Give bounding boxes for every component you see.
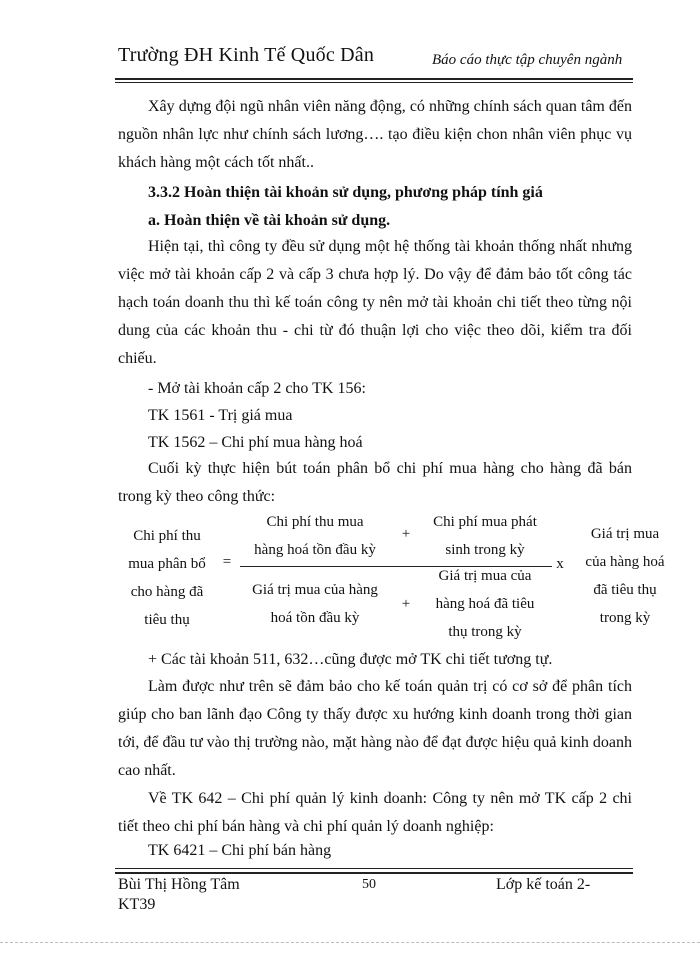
line-tk6421: TK 6421 – Chi phí bán hàng	[148, 842, 332, 859]
footer-author: Bùi Thị Hồng Tâm	[118, 876, 240, 893]
footer-class-suffix: KT39	[118, 896, 156, 913]
formula-rhs-line: trong kỳ	[599, 610, 651, 626]
formula-denominator-b	[415, 562, 555, 646]
footer-rule-bottom	[115, 872, 633, 874]
footer-rule-top	[115, 868, 633, 869]
formula-lhs-line: tiêu thụ	[144, 612, 190, 628]
footer-class: Lớp kế toán 2-	[496, 876, 591, 893]
formula-denominator-plus: +	[401, 596, 411, 612]
formula-times: x	[556, 556, 564, 572]
formula-lhs-line: cho hàng đã	[130, 584, 204, 600]
formula-numerator-a	[240, 508, 390, 564]
formula-num-b-line: sinh trong kỳ	[445, 542, 525, 558]
formula-lhs-line: Chi phí thu	[133, 528, 201, 544]
formula-num-a-line: hàng hoá tồn đầu kỳ	[254, 542, 376, 558]
line-tk1562: TK 1562 – Chi phí mua hàng hoá	[148, 434, 363, 451]
page-break-line	[0, 942, 700, 943]
header-rule-bottom	[115, 82, 633, 83]
heading-3-3-2: 3.3.2 Hoàn thiện tài khoản sử dụng, phương pháp tính giá	[148, 184, 543, 201]
formula-equals: =	[222, 554, 232, 570]
formula-den-b-line: Giá trị mua của	[438, 568, 532, 584]
header-school-name: Trường ĐH Kinh Tế Quốc Dân	[118, 44, 375, 66]
paragraph-management: Làm được như trên sẽ đảm bảo cho kế toán quản trị có cơ sở để phân tích giúp cho ban lãnh đạo Công ty thấy được xu hướng kinh doanh trong thời gian tới, để đầu tư vào thị trường nào, mặt hàng nào để đạt được hiệu quả kinh doanh cao nhất.	[118, 678, 632, 779]
paragraph-staff: Xây dựng đội ngũ nhân viên năng động, có những chính sách quan tâm đến nguồn nhân lực như chính sách lương…. tạo điều kiện chon nhân viên phục vụ khách hàng một cách tốt nhất..	[118, 98, 632, 171]
formula-num-b-line: Chi phí mua phát	[433, 514, 537, 530]
paragraph-other-accounts: + Các tài khoản 511, 632…cũng được mở TK chi tiết tương tự.	[148, 651, 553, 668]
formula-num-a-line: Chi phí thu mua	[266, 514, 364, 530]
formula-rhs-line: Giá trị mua	[590, 526, 660, 542]
bullet-tk156: - Mở tài khoản cấp 2 cho TK 156:	[148, 380, 366, 397]
formula-denominator-a	[240, 576, 390, 632]
formula-numerator-b	[415, 508, 555, 564]
footer-page-number: 50	[362, 877, 376, 892]
formula-rhs	[570, 520, 680, 632]
paragraph-allocation: Cuối kỳ thực hiện bút toán phân bổ chi phí mua hàng cho hàng đã bán trong kỳ theo công thức:	[118, 460, 632, 505]
paragraph-accounts: Hiện tại, thì công ty đều sử dụng một hệ thống tài khoản thống nhất nhưng việc mở tài khoản cấp 2 và cấp 3 chưa hợp lý. Do vậy để đảm bảo tốt công tác hạch toán doanh thu thì kế toán công ty nên mở tài khoản chi tiết theo từng nội dung của các khoản thu - chi từ đó thuận lợi cho việc theo dõi, kiểm tra đối chiếu.	[118, 238, 632, 367]
formula-den-a-line: Giá trị mua của hàng	[252, 582, 378, 598]
formula-numerator-plus: +	[401, 526, 411, 542]
formula-den-a-line: hoá tồn đầu kỳ	[270, 610, 360, 626]
formula-den-b-line: hàng hoá đã tiêu	[435, 596, 535, 612]
formula-den-b-line: thụ trong kỳ	[448, 624, 522, 640]
header-report-title: Báo cáo thực tập chuyên ngành	[432, 52, 623, 68]
formula-lhs-line: mua phân bổ	[128, 556, 206, 572]
header-rule-top	[115, 78, 633, 80]
formula-rhs-line: của hàng hoá	[585, 554, 665, 570]
formula-lhs	[112, 522, 222, 634]
heading-a: a. Hoàn thiện về tài khoản sử dụng.	[148, 212, 391, 229]
line-tk1561: TK 1561 - Trị giá mua	[148, 407, 293, 424]
paragraph-tk642: Về TK 642 – Chi phí quản lý kinh doanh: Công ty nên mở TK cấp 2 chi tiết theo chi phí bán hàng và chi phí quản lý doanh nghiệp:	[118, 790, 632, 835]
formula-rhs-line: đã tiêu thụ	[593, 582, 657, 598]
